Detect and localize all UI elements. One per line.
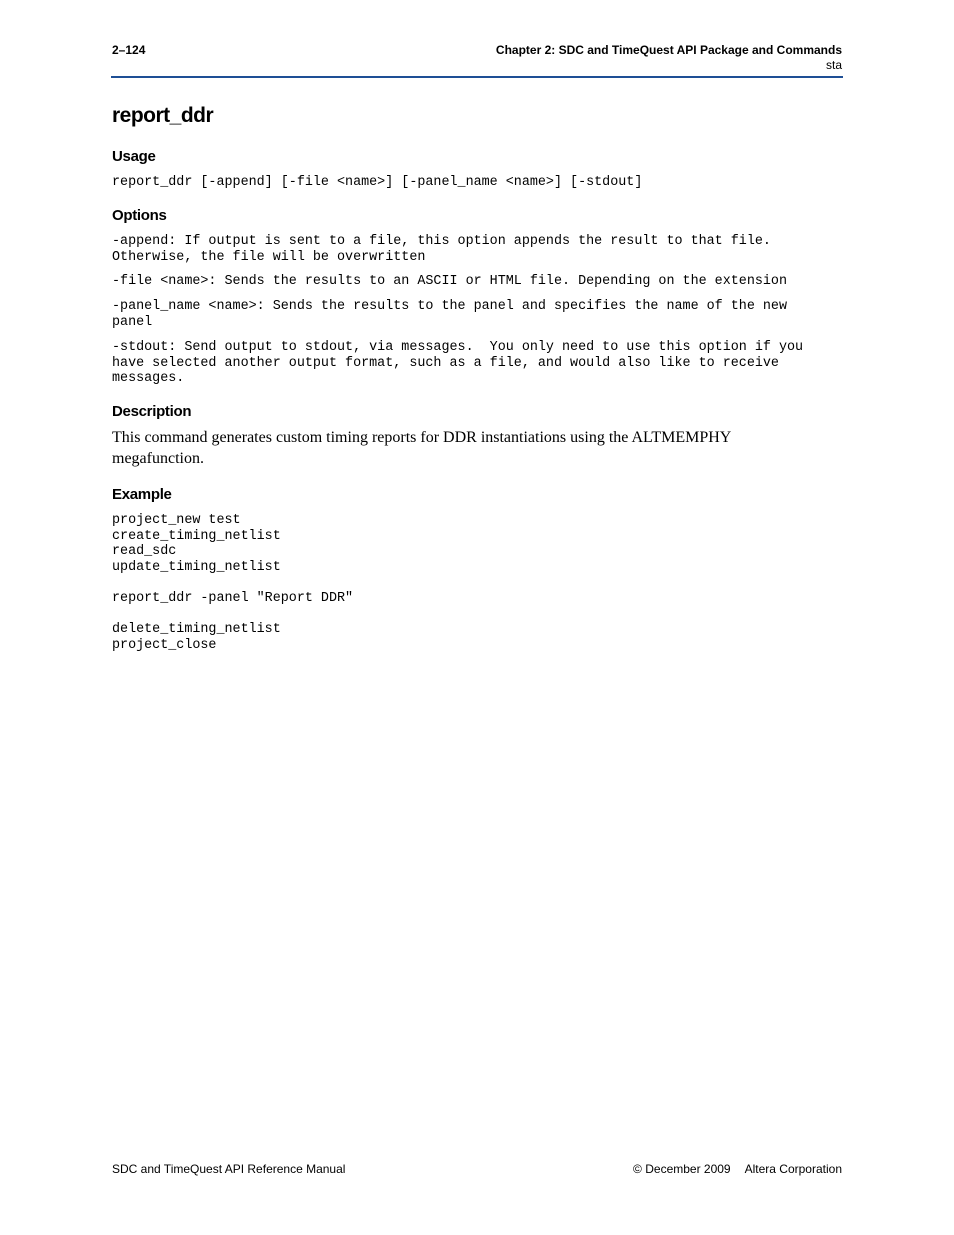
example-code: project_new test create_timing_netlist read_sdc update_timing_netlist report_ddr -panel "Report DDR" delete_timing_netlist project_close	[112, 513, 354, 653]
footer-manual: SDC and TimeQuest API Reference Manual	[112, 1162, 346, 1176]
option-append: -append: If output is sent to a file, this option appends the result to that file. Otherwise, the file will be overwritten	[112, 234, 771, 265]
usage-syntax: report_ddr [-append] [-file <name>] [-panel_name <name>] [-stdout]	[112, 175, 643, 190]
running-header	[496, 43, 842, 73]
footer-info	[633, 1162, 842, 1176]
footer-date: © December 2009	[633, 1162, 731, 1176]
section-name: sta	[825, 58, 842, 72]
chapter-title: Chapter 2: SDC and TimeQuest API Package and Commands	[495, 43, 842, 57]
footer-company: Altera Corporation	[744, 1162, 842, 1176]
usage-heading: Usage	[112, 148, 156, 165]
option-panel-name: -panel_name <name>: Sends the results to the panel and specifies the name of the new panel	[112, 299, 787, 330]
page-title: report_ddr	[112, 104, 214, 127]
description-heading: Description	[112, 403, 192, 420]
description-text: This command generates custom timing reports for DDR instantiations using the ALTMEMPHY megafunction.	[112, 429, 731, 467]
options-heading: Options	[112, 207, 167, 224]
example-heading: Example	[112, 486, 172, 503]
header-rule	[111, 76, 843, 78]
option-file: -file <name>: Sends the results to an ASCII or HTML file. Depending on the extension	[112, 274, 787, 289]
option-stdout: -stdout: Send output to stdout, via messages. You only need to use this option if you have selected another output format, such as a file, and would also like to receive messages.	[112, 340, 804, 387]
page-number: 2–124	[112, 43, 146, 57]
